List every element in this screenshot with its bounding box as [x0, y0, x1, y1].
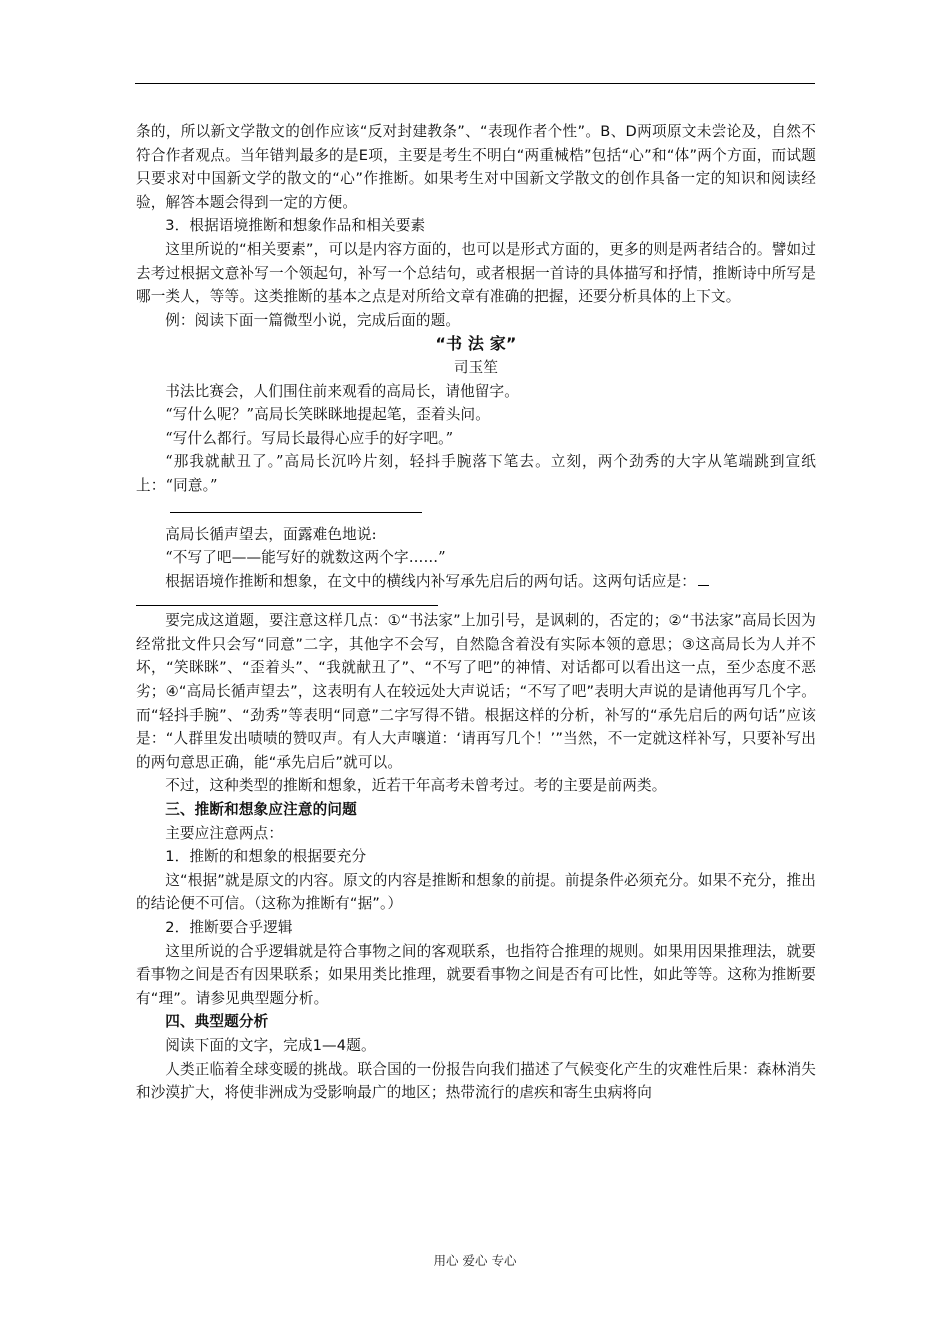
- section-heading: 三、推断和想象应注意的问题: [165, 801, 357, 819]
- paragraph: 阅读下面的文字，完成1—4题。: [165, 1036, 376, 1054]
- paragraph: 条的，所以新文学散文的创作应该“反对封建教条”、“表现作者个性”。B、D两项原文未尝论及，自然不符合作者观点。当年错判最多的是E项，主要是考生不明白“两重械梏”包括“心”和“体”两个方面，而试题只要求对中国新文学的散文的“心”作推断。如果考生对中国新文学散文的创作具备一定的知识和阅读经验，解答本题会得到一定的方便。: [136, 123, 817, 211]
- document-body: [136, 120, 816, 1105]
- paragraph: 要完成这道题，要注意这样几点：①“书法家”上加引号，是讽刺的，否定的；②“书法家”高局长因为经常批文件只会写“同意”二字，其他字不会写，自然隐含着没有实际本领的意思；③这高局长为人并不坏，“笑眯眯”、“歪着头”、“我就献丑了”、“不写了吧”的神情、对话都可以看出这一点，至少态度不恶劣；④“高局长循声望去”，这表明有人在较远处大声说话；“不写了吧”表明大声说的是请他再写几个字。而“轻抖手腕”、“劲秀”等表明“同意”二字写得不错。根据这样的分析，补写的“承先启后的两句话”应该是：“人群里发出啧啧的赞叹声。有人大声嚷道：‘请再写几个！’”当然，不一定就这样补写，只要补写出的两句意思正确，能“承先启后”就可以。: [136, 612, 816, 771]
- page-footer: 用心 爱心 专心: [433, 1253, 517, 1268]
- paragraph: 不过，这种类型的推断和想象，近若干年高考未曾考过。考的主要是前两类。: [165, 777, 667, 795]
- story-line: “不写了吧——能写好的就数这两个字……”: [165, 549, 446, 567]
- paragraph: 这“根据”就是原文的内容。原文的内容是推断和想象的前提。前提条件必须充分。如果不充分，推出的结论便不可信。（这称为推断有“据”。）: [136, 871, 816, 913]
- story-line: “那我就献丑了。”高局长沉吟片刻，轻抖手腕落下笔去。立刻，两个劲秀的大字从笔端跳到宣纸上：“同意。”: [136, 453, 816, 494]
- story-title: “书 法 家”: [435, 334, 517, 354]
- answer-blank-line: [136, 605, 438, 606]
- question-line: [136, 570, 816, 594]
- subheading: 2．推断要合乎逻辑: [165, 919, 293, 936]
- paragraph: 人类正临着全球变暖的挑战。联合国的一份报告向我们描述了气候变化产生的灾难性后果：森林消失和沙漠扩大，将使非洲成为受影响最广的地区；热带流行的虐疾和寄生虫病将向: [136, 1060, 816, 1102]
- story-line: 高局长循声望去，面露难色地说:: [165, 525, 377, 543]
- section-heading: 四、典型题分析: [165, 1013, 269, 1031]
- story-line: “写什么都行。写局长最得心应手的好字吧。”: [165, 429, 454, 447]
- question-text: 根据语境作推断和想象，在文中的横线内补写承先启后的两句话。这两句话应是：: [165, 572, 696, 590]
- answer-blank: [698, 571, 709, 586]
- paragraph: 这里所说的“相关要素”，可以是内容方面的，也可以是形式方面的，更多的则是两者结合的。譬如过去考过根据文意补写一个领起句，补写一个总结句，或者根据一首诗的具体描写和抒情，推断诗中所写是哪一类人，等等。这类推断的基本之点是对所给文章有准确的把握，还要分析具体的上下文。: [136, 240, 816, 306]
- story-author: 司玉笙: [453, 358, 499, 376]
- paragraph: 例：阅读下面一篇微型小说，完成后面的题。: [165, 311, 461, 329]
- header-rule: [135, 83, 815, 84]
- subheading: 1．推断的和想象的根据要充分: [165, 848, 367, 866]
- story-line: 书法比赛会，人们围住前来观看的高局长，请他留字。: [165, 382, 520, 400]
- paragraph: 主要应注意两点：: [165, 824, 284, 842]
- subheading: 3．根据语境推断和想象作品和相关要素: [165, 217, 426, 235]
- paragraph: 这里所说的合乎逻辑就是符合事物之间的客观联系，也指符合推理的规则。如果用因果推理法，就要看事物之间是否有因果联系；如果用类比推理，就要看事物之间是否有可比性，如此等等。这称为推断要有“理”。请参见典型题分析。: [136, 942, 816, 1007]
- story-line: “写什么呢？”高局长笑眯眯地提起笔，歪着头问。: [165, 406, 491, 424]
- fill-in-blank-line: [170, 512, 422, 513]
